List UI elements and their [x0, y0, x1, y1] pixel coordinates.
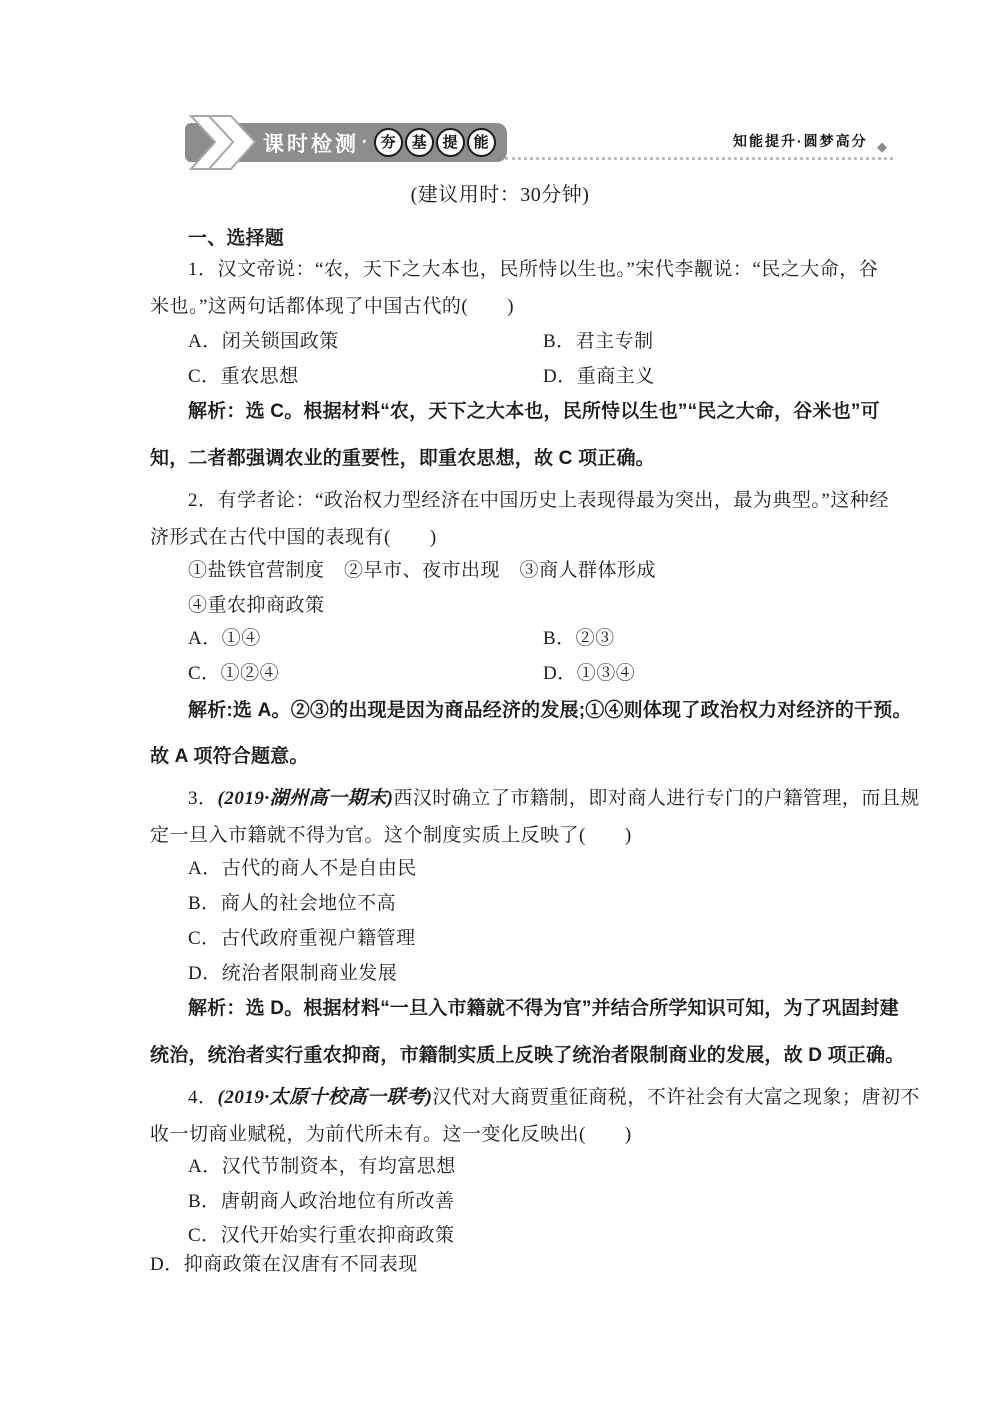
q4-source: (2019·太原十校高一联考): [217, 1087, 433, 1108]
q1-option-c: C．重农思想: [188, 366, 299, 387]
q2-stem-line-2: 济形式在古代中国的表现有( ): [150, 527, 437, 548]
q1-analysis-line-2: 知，二者都强调农业的重要性，即重农思想，故 C 项正确。: [150, 448, 655, 469]
header-slogan: 知能提升·圆梦高分: [733, 133, 868, 149]
q2-analysis-line-2: 故 A 项符合题意。: [150, 746, 309, 767]
diamond-icon: ◆: [877, 139, 887, 154]
q4-stem-line-2: 收一切商业赋税，为前代所未有。这一变化反映出( ): [150, 1124, 632, 1145]
q3-option-d: D．统治者限制商业发展: [188, 963, 398, 984]
header-banner: [185, 123, 507, 162]
q3-stem-rest: 西汉时确立了市籍制，即对商人进行专门的户籍管理，而且规: [393, 788, 920, 809]
q2-items-line-2: ④重农抑商政策: [188, 595, 325, 616]
q3-analysis-line-1: 解析：选 D。根据材料“一旦入市籍就不得为官”并结合所学知识可知，为了巩固封建: [188, 998, 899, 1019]
q4-option-c: C．汉代开始实行重农抑商政策: [188, 1225, 455, 1246]
q3-stem-line-1: [188, 786, 920, 811]
q3-analysis-line-2: 统治，统治者实行重农抑商，市籍制实质上反映了统治者限制商业的发展，故 D 项正确。: [150, 1045, 905, 1066]
q2-option-c: C．①②④: [188, 663, 280, 684]
double-chevron-icon: [187, 114, 261, 171]
banner-circle-char-2: 基: [405, 128, 434, 157]
q3-source: (2019·湖州高一期末): [217, 788, 394, 809]
banner-circle-char-3: 提: [436, 128, 465, 157]
q2-analysis-line-1: 解析:选 A。②③的出现是因为商品经济的发展;①④则体现了政治权力对经济的干预。: [188, 700, 912, 721]
q1-option-a: A．闭关锁国政策: [188, 331, 339, 352]
q4-option-b: B．唐朝商人政治地位有所改善: [188, 1191, 455, 1212]
banner-title: 课时检测: [263, 132, 359, 156]
duration-note: (建议用时：30分钟): [410, 184, 590, 206]
q4-stem-rest: 汉代对大商贾重征商税，不许社会有大富之现象；唐初不: [432, 1087, 920, 1108]
q3-option-b: B．商人的社会地位不高: [188, 893, 397, 914]
q2-option-b: B．②③: [543, 628, 615, 649]
q4-stem-line-1: [188, 1085, 920, 1110]
q2-items-line-1: ①盐铁官营制度 ②早市、夜市出现 ③商人群体形成: [188, 560, 657, 581]
q2-option-d: D．①③④: [543, 663, 636, 684]
q4-number: 4．: [188, 1087, 218, 1108]
section-title: 一、选择题: [188, 228, 285, 249]
q4-option-a: A．汉代节制资本，有均富思想: [188, 1156, 456, 1177]
q1-stem-line-1: 1．汉文帝说：“农，天下之大本也，民所恃以生也。”宋代李觏说：“民之大命，谷: [188, 259, 879, 280]
q2-option-a: A．①④: [188, 628, 261, 649]
q1-option-b: B．君主专制: [543, 331, 654, 352]
header-dotted-line: [505, 157, 893, 160]
banner-dot: ·: [361, 131, 368, 153]
q2-stem-line-1: 2．有学者论：“政治权力型经济在中国历史上表现得最为突出，最为典型。”这种经: [188, 490, 889, 511]
q3-option-c: C．古代政府重视户籍管理: [188, 928, 416, 949]
q3-number: 3．: [188, 788, 218, 809]
q1-option-d: D．重商主义: [543, 366, 655, 387]
q1-analysis-line-1: 解析：选 C。根据材料“农，天下之大本也，民所恃以生也”“民之大命，谷米也”可: [188, 401, 880, 422]
banner-circle-char-4: 能: [467, 128, 496, 157]
q3-option-a: A．古代的商人不是自由民: [188, 858, 417, 879]
q1-stem-line-2: 米也。”这两句话都体现了中国古代的( ): [150, 296, 515, 317]
q4-option-d: D．抑商政策在汉唐有不同表现: [150, 1254, 418, 1275]
banner-circle-char-1: 夯: [374, 128, 403, 157]
q3-stem-line-2: 定一旦入市籍就不得为官。这个制度实质上反映了( ): [150, 825, 632, 846]
